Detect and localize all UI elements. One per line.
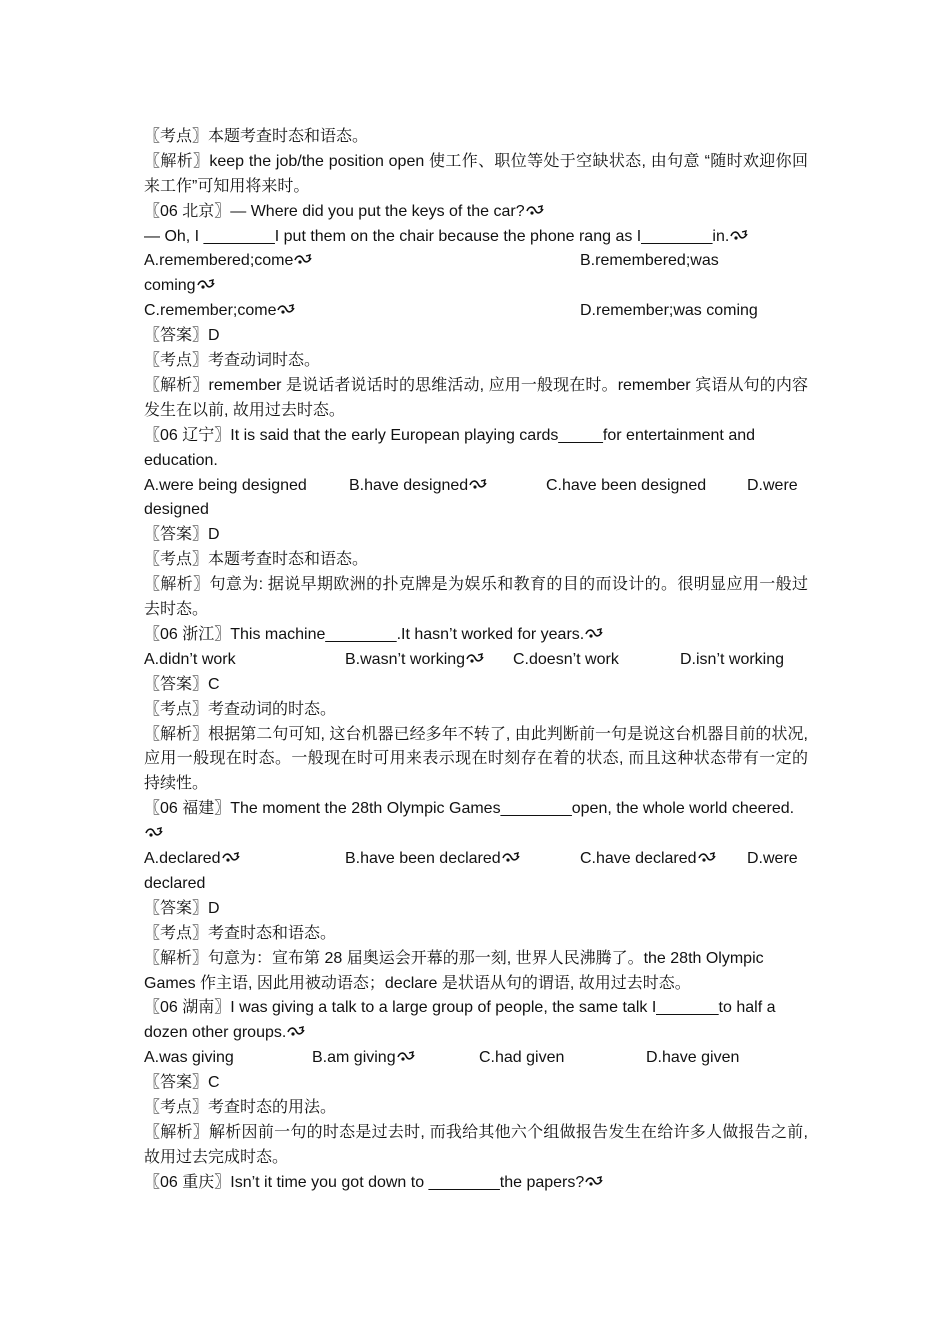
paragraph-mark-icon — [197, 279, 215, 291]
q5-option-d: D.have given — [646, 1049, 740, 1067]
q2-answer: 〖答案〗D — [144, 526, 220, 544]
document-page — [144, 125, 808, 1196]
q0-analysis: 〖解析〗keep the job/the position open 使工作、职位等处于空缺状态, 由句意 “随时欢迎你回来工作”可知用将来时。 — [144, 152, 808, 195]
paragraph-mark-icon — [145, 827, 163, 839]
q5-point: 〖考点〗考查时态的用法。 — [144, 1098, 337, 1116]
paragraph-mark-icon — [294, 254, 312, 266]
q6-stem-text: 〖06 重庆〗Isn’t it time you got down to ________the papers? — [144, 1173, 585, 1191]
q4-option-c — [580, 847, 716, 872]
q1-analysis: 〖解析〗remember 是说话者说话时的思维活动, 应用一般现在时。remember 宾语从句的内容发生在以前, 故用过去时态。 — [144, 376, 808, 419]
q2-stem: 〖06 辽宁〗It is said that the early European playing cards_____for entertainment and education. — [144, 426, 756, 469]
q3-option-d: D.isn’t working — [680, 650, 785, 668]
q1-stem2-text: — Oh, I ________I put them on the chair because the phone rang as I________in. — [144, 227, 730, 245]
q0-point: 〖考点〗本题考查时态和语态。 — [144, 128, 369, 145]
q2-option-d-wrap: designed — [144, 501, 209, 519]
q3-option-a: A.didn’t work — [144, 650, 236, 668]
q1-point: 〖考点〗考查动词时态。 — [144, 352, 321, 370]
paragraph-mark-icon — [526, 205, 544, 217]
paragraph-mark-icon — [585, 1176, 603, 1188]
q3-option-c: C.doesn’t work — [513, 650, 619, 668]
q2-option-a: A.were being designed — [144, 476, 307, 494]
q1-option-b-wrap: coming — [144, 274, 808, 299]
paragraph-mark-icon — [277, 304, 295, 316]
q4-answer: 〖答案〗D — [144, 899, 220, 917]
q2-options-row — [144, 474, 808, 499]
q1-stem-line1 — [144, 200, 808, 225]
q1-option-c — [144, 299, 295, 324]
q5-stem-block — [144, 996, 808, 1046]
q4-option-c-text: C.have declared — [580, 850, 697, 868]
q3-options-row — [144, 648, 808, 673]
q4-analysis-line2: Games 作主语, 因此用被动语态；declare 是状语从句的谓语, 故用过去时态。 — [144, 974, 691, 992]
q5-analysis: 〖解析〗解析因前一句的时态是过去时, 而我给其他六个组做报告发生在给许多人做报告之前, 故用过去完成时态。 — [144, 1123, 808, 1166]
paragraph-mark-icon — [287, 1026, 305, 1038]
q3-stem-line — [144, 623, 808, 648]
q5-option-b-text: B.am giving — [312, 1049, 396, 1067]
paragraph-mark-icon — [502, 852, 520, 864]
paragraph-mark-icon — [469, 479, 487, 491]
q4-options-row — [144, 847, 808, 872]
q5-option-b — [312, 1046, 415, 1071]
q4-option-b-text: B.have been declared — [345, 850, 501, 868]
paragraph-mark-icon — [698, 852, 716, 864]
q1-option-a — [144, 249, 312, 274]
paragraph-mark-icon — [222, 852, 240, 864]
q5-option-a: A.was giving — [144, 1049, 234, 1067]
q1-stem1-text: 〖06 北京〗— Where did you put the keys of the car? — [144, 202, 525, 220]
q1-option-c-text: C.remember;come — [144, 302, 277, 320]
q3-option-b — [345, 648, 484, 673]
q2-option-d-part1: D.were — [747, 476, 798, 494]
q1-option-a-text: A.remembered;come — [144, 252, 294, 270]
q1-answer: 〖答案〗D — [144, 327, 220, 345]
q2-analysis: 〖解析〗句意为: 据说早期欧洲的扑克牌是为娱乐和教育的目的而设计的。很明显应用一般过去时态。 — [144, 576, 808, 619]
q4-option-b — [345, 847, 520, 872]
q1-options-row1 — [144, 249, 808, 274]
q2-point: 〖考点〗本题考查时态和语态。 — [144, 551, 369, 569]
q3-analysis: 〖解析〗根据第二句可知, 这台机器已经多年不转了, 由此判断前一句是说这台机器目前的状况, 应用一般现在时态。一般现在时可用来表示现在时刻存在着的状态, 而且这种状态带有一定的持续性。 — [144, 725, 808, 793]
q2-option-c: C.have been designed — [546, 476, 707, 494]
q2-option-b-text: B.have designed — [349, 476, 469, 494]
q5-answer: 〖答案〗C — [144, 1074, 220, 1092]
q1-stem-line2 — [144, 225, 808, 250]
q4-analysis-line1: 〖解析〗句意为：宣布第 28 届奥运会开幕的那一刻, 世界人民沸腾了。the 28th Olympic — [144, 949, 764, 967]
q3-stem-text: 〖06 浙江〗This machine________.It hasn’t worked for years. — [144, 625, 585, 643]
q4-option-d-part1: D.were — [747, 850, 798, 868]
paragraph-mark-icon — [730, 230, 748, 242]
q3-answer: 〖答案〗C — [144, 675, 220, 693]
q1-option-b-part1: B.remembered;was — [580, 252, 719, 270]
q5-options-row — [144, 1046, 808, 1071]
q4-option-d-wrap: declared — [144, 874, 206, 892]
q4-option-a — [144, 847, 240, 872]
q2-option-b — [349, 474, 487, 499]
q4-stem-block — [144, 797, 808, 847]
q5-option-c: C.had given — [479, 1049, 565, 1067]
q1-options-row2 — [144, 299, 808, 324]
q1-option-d: D.remember;was coming — [580, 302, 758, 320]
q4-point: 〖考点〗考查时态和语态。 — [144, 924, 337, 942]
paragraph-mark-icon — [397, 1051, 415, 1063]
paragraph-mark-icon — [466, 653, 484, 665]
q4-stem-text: 〖06 福建〗The moment the 28th Olympic Games________open, the whole world cheered. — [144, 800, 795, 818]
paragraph-mark-icon — [585, 628, 603, 640]
q3-point: 〖考点〗考查动词的时态。 — [144, 700, 337, 718]
q3-option-b-text: B.wasn’t working — [345, 650, 466, 668]
q6-stem-line — [144, 1171, 808, 1196]
q4-option-a-text: A.declared — [144, 850, 221, 868]
q5-stem-text: 〖06 湖南〗I was giving a talk to a large group of people, the same talk I_______to half a dozen other groups. — [144, 999, 776, 1042]
